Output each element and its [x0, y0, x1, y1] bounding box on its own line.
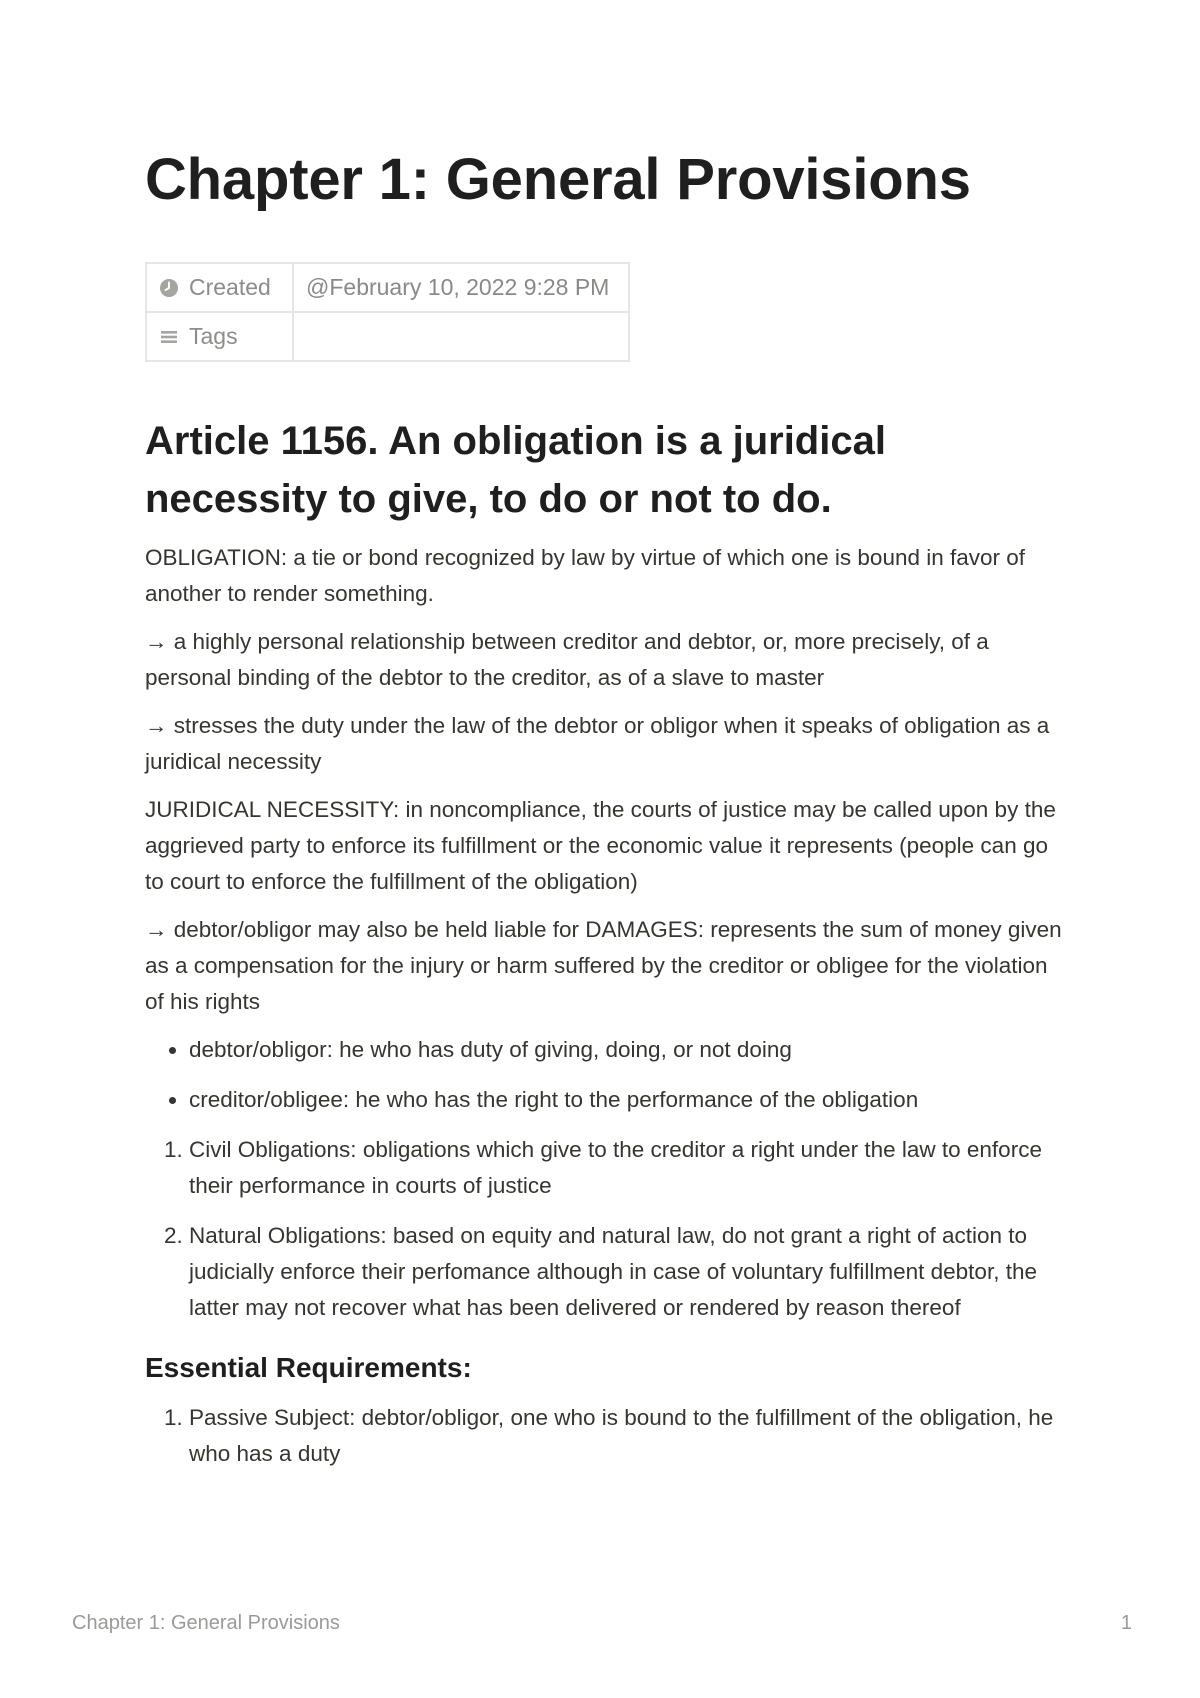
list-item: • creditor/obligee: he who has the right to the performance of the obligation: [189, 1082, 1065, 1118]
list-item: • debtor/obligor: he who has duty of giving, doing, or not doing: [189, 1032, 1065, 1068]
paragraph-juridical-necessity: JURIDICAL NECESSITY: in noncompliance, the courts of justice may be called upon by the aggrieved party to enforce its fulfillment or the economic value it represents (people can go to court to enforce the fulfillment of the obligation): [145, 797, 1056, 894]
article-heading: Article 1156. An obligation is a juridical necessity to give, to do or not to do.: [145, 419, 886, 521]
page-title: Chapter 1: General Provisions: [145, 147, 971, 212]
property-row-created: [146, 263, 629, 312]
property-key-cell: [146, 312, 293, 361]
property-key-cell: [146, 263, 293, 312]
list-item: 2. Natural Obligations: based on equity and natural law, do not grant a right of action to judicially enforce their perfomance although in case of voluntary fulfillment debtor, the latter may not recover what has been delivered or rendered by reason thereof: [189, 1218, 1065, 1326]
paragraph-damages: → debtor/obligor may also be held liable for DAMAGES: represents the sum of money given as a compensation for the injury or harm suffered by the creditor or obligee for the violation of his rights: [145, 917, 1062, 1014]
section-heading: Essential Requirements:: [145, 1352, 472, 1383]
property-key-label: Tags: [189, 323, 238, 349]
paragraph-duty: → stresses the duty under the law of the debtor or obligor when it speaks of obligation as a juridical necessity: [145, 713, 1050, 774]
property-value-created: @February 10, 2022 9:28 PM: [293, 263, 629, 312]
page-number: 1: [1120, 1612, 1132, 1634]
clock-icon: [159, 278, 179, 298]
footer-title: Chapter 1: General Provisions: [72, 1612, 340, 1634]
numbered-list-requirements: [145, 1400, 1065, 1472]
paragraph-obligation: OBLIGATION: a tie or bond recognized by law by virtue of which one is bound in favor of another to render something.: [145, 545, 1026, 606]
paragraph-personal-relationship: → a highly personal relationship between creditor and debtor, or, more precisely, of a personal binding of the debtor to the creditor, as of a slave to master: [145, 629, 989, 690]
property-row-tags: [146, 312, 629, 361]
property-value-tags: [293, 312, 629, 361]
numbered-list-obligation-types: [145, 1132, 1065, 1326]
list-item: 1. Passive Subject: debtor/obligor, one who is bound to the fulfillment of the obligation, he who has a duty: [189, 1400, 1065, 1472]
properties-table: [145, 262, 630, 362]
list-icon: [159, 327, 179, 347]
property-key-label: Created: [189, 274, 271, 300]
bullet-list: [145, 1032, 1065, 1118]
article-content: [145, 412, 1065, 1486]
list-item: 1. Civil Obligations: obligations which give to the creditor a right under the law to enforce their performance in courts of justice: [189, 1132, 1065, 1204]
